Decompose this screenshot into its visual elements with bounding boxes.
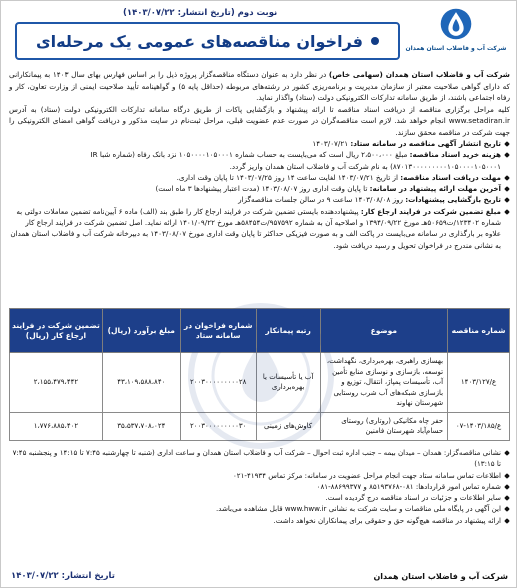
col-header-grade: رتبه پیمانکار (256, 309, 320, 353)
cell-grade: کاوش‌های زمینی (256, 412, 320, 440)
detail-label: تاریخ انتشار آگهی مناقصه در سامانه ستاد: (350, 139, 501, 148)
table-header-row (10, 309, 510, 353)
list-item (9, 138, 510, 149)
cell-subject: حفر چاه مکانیکی (روتاری) روستای حسام‌آباد شهرستان فامنین (320, 412, 448, 440)
list-item: نشانی مناقصه‌گزار: همدان – میدان بیمه – جنب اداره ثبت احوال – شرکت آب و فاضلاب استان همدان و ساعت اداری (شنبه تا چهارشنبه ۷:۴۵ تا ۱۴:۱۵ و پنجشنبه ۷:۴۵ تا ۱۳:۱۵) (9, 447, 510, 470)
list-item (9, 194, 510, 205)
list-item: اطلاعات تماس سامانه ستاد جهت انجام مراحل عضویت در سامانه: مرکز تماس ۴۱۹۳۴-۰۲۱ (9, 470, 510, 481)
detail-value: مبلغ ۲،۵۰۰،۰۰۰ ریال است که می‌بایست به حساب شماره ۱۰۵۰۰۰۰۱۰۵۰۰۰۱ نزد بانک رفاه (شماره شبا IR ۸۷۰۱۳۰۰۰۰۰۰۰۰۰۱۰۵۰۰۰۰۱۰۵۰۰۰۱) به نام شرکت آب و فاضلاب استان همدان واریز گردد. (90, 150, 501, 171)
list-item (9, 172, 510, 183)
col-header-subject: موضوع (320, 309, 448, 353)
detail-label: مبلغ تضمین شرکت در فرایند ارجاع کار: (360, 206, 501, 216)
col-header-call-number: شماره فراخوان در سامانه ستاد (180, 309, 256, 353)
detail-label: آخرین مهلت ارائه پیشنهاد در سامانه: (369, 184, 501, 194)
intro-text-2: کلیه مراحل برگزاری مناقصه از دریافت اسناد مناقصه تا ارائه پیشنهاد و بازگشایی پاکات از طریق درگاه سامانه تدارکات الکترونیکی دولت (ستاد) به آدرس (9, 104, 510, 114)
list-item (9, 183, 510, 194)
water-drop-icon (439, 7, 473, 41)
list-item: سایر اطلاعات و جزئیات در اسناد مناقصه درج گردیده است. (9, 492, 510, 503)
setad-link[interactable]: www.setadiran.ir (448, 116, 510, 126)
tender-table-grid (9, 308, 510, 441)
footer-date: تاریخ انتشار: ۱۴۰۳/۰۷/۲۲ (11, 571, 115, 581)
detail-value: روز ۱۴۰۳/۰۸/۰۸ ساعت ۹ در سالن جلسات مناقصه‌گزار (238, 195, 406, 205)
cell-number: ع/۱۴۰۳/۱۸۵-۰۷ (448, 412, 510, 440)
cell-guarantee: ۲،۱۵۵،۴۷۹،۴۴۲ (10, 353, 103, 413)
list-item: این آگهی در پایگاه ملی مناقصات و سایت شرکت به نشانی www.hww.ir قابل مشاهده می‌باشد. (9, 503, 510, 514)
detail-value: پیشنهاددهنده بایستی تضمین شرکت در فرایند ارجاع کار را طبق بند (الف) ماده ۶ آیین‌نامه تضمین معاملات دولتی به شماره ۱۲۳۴۰۲/ت۵۰۶۵۹هـ مورخ ۱۳۹۴/۰۹/۲۲ و اصلاحیه آن به شماره ۹۵۷۵۹۲/ت۵۸۴۵۴هـ مورخ ۱۴۰۱/۰۹/۲۲ ارائه نماید. اصل تضمین شرکت در فرایند ارجاع کار علاوه بر بارگذاری در سامانه می‌بایست در پاکت الف و به صورت فیزیکی حداکثر تا پایان وقت اداری مورخ ۱۴۰۳/۰۸/۰۷ به دبیرخانه شرکت آب و فاضلاب استان همدان به نشانی مندرج در فراخوان تحویل و رسید دریافت شود. (10, 206, 501, 250)
publication-date: نوبت دوم (تاریخ انتشار: ۱۴۰۳/۰۷/۲۲) (123, 8, 278, 18)
contact-notes-list (9, 447, 510, 526)
tender-table (9, 308, 510, 441)
detail-value: ۱۴۰۳/۰۷/۲۱ (312, 139, 351, 148)
footer-org: شرکت آب و فاضلاب استان همدان (373, 571, 508, 581)
intro-text-1: در نظر دارد به عنوان دستگاه مناقصه‌گزار پروژه ذیل را بر اساس فهارس بهای سال ۱۴۰۳ به پیمانکارانی که دارای گواهی صلاحیت معتبر از سازمان مدیریت و برنامه‌ریزی کشور در رشته‌های مربوطه (حداقل پایه ۵) و گواهینامه تأیید صلاحیت ایمنی از وزارت تعاون، کار و رفاه اجتماعی باشند، از طریق سامانه تدارکات الکترونیکی دولت (ستاد) واگذار نماید. (9, 70, 510, 103)
detail-label: هزینه خرید اسناد مناقصه: (409, 150, 501, 160)
detail-label: مهلت دریافت اسناد مناقصه: (400, 172, 501, 182)
tender-details-list (9, 138, 510, 251)
list-item: ارائه پیشنهاد در مناقصه هیچ‌گونه حق و حقوقی برای پیمانکاران نخواهد داشت. (9, 515, 510, 526)
cell-subject: بهسازی راهبری، بهره‌برداری، نگهداشت، توسعه، بازسازی و نوسازی منابع تأمین آب، تأسیسات پمپاژ، انتقال، توزیع و بازسازی شبکه‌های آب شرب روستایی شهرستان نهاوند (320, 353, 448, 413)
list-item (9, 206, 510, 251)
company-logo (400, 5, 512, 63)
col-header-guarantee: تضمین شرکت در فرایند ارجاع کار (ریال) (10, 309, 103, 353)
notice-footer (5, 567, 514, 585)
detail-value: از تاریخ ۱۴۰۳/۰۷/۲۱ لغایت ساعت ۱۴ روز ۱۴۰۳/۰۷/۲۵ تا پایان وقت اداری. (176, 172, 401, 182)
cell-estimate: ۳۵،۵۳۷،۷۰۸،۰۲۴ (102, 412, 180, 440)
cell-call-number: ۲۰۰۳۰۰۰۰۰۰۰۰۰۲۸ (180, 353, 256, 413)
cell-number: ع/۱۴۰۳/۱۲۷ (448, 353, 510, 413)
list-item (9, 149, 510, 172)
cell-estimate: ۴۳،۱۰۹،۵۸۸،۸۴۰ (102, 353, 180, 413)
bullet-dot-icon (371, 37, 379, 45)
cell-call-number: ۲۰۰۳۰۰۰۰۰۰۰۰۰۳۰ (180, 412, 256, 440)
notice-header (5, 5, 514, 63)
intro-text-3: انجام خواهد شد. لازم است مناقصه‌گران در صورت عدم عضویت قبلی، مراحل ثبت‌نام در سایت مذکور و دریافت گواهی امضای الکترونیکی را جهت شرکت در مناقصه محقق سازند. (9, 116, 510, 137)
detail-label: تاریخ بازگشایی پیشنهادات: (405, 195, 501, 205)
list-item: شماره تماس امور قراردادها: ۰۸۱-۸۵۱۹۳۷۶۸ و ۸۸۶۹۹۳۷۷-۰۸۱ (9, 481, 510, 492)
org-name: شرکت آب و فاضلاب استان همدان (سهامی خاص) (328, 70, 510, 79)
title-banner (15, 22, 400, 60)
cell-guarantee: ۱،۷۷۶،۸۸۵،۴۰۲ (10, 412, 103, 440)
col-header-number: شماره مناقصه (448, 309, 510, 353)
table-row (10, 412, 510, 440)
cell-grade: آب یا تأسیسات یا بهره‌برداری (256, 353, 320, 413)
detail-value: تا پایان وقت اداری روز ۱۴۰۳/۰۸/۰۷ (مدت اعتبار پیشنهادها ۳ ماه است) (155, 184, 370, 194)
notice-title: فراخوان مناقصه‌های عمومی یک مرحله‌ای (36, 31, 363, 51)
intro-paragraph (9, 69, 510, 139)
col-header-estimate: مبلغ برآورد (ریال) (102, 309, 180, 353)
logo-caption: شرکت آب و فاضلاب استان همدان (405, 45, 507, 52)
table-row (10, 353, 510, 413)
